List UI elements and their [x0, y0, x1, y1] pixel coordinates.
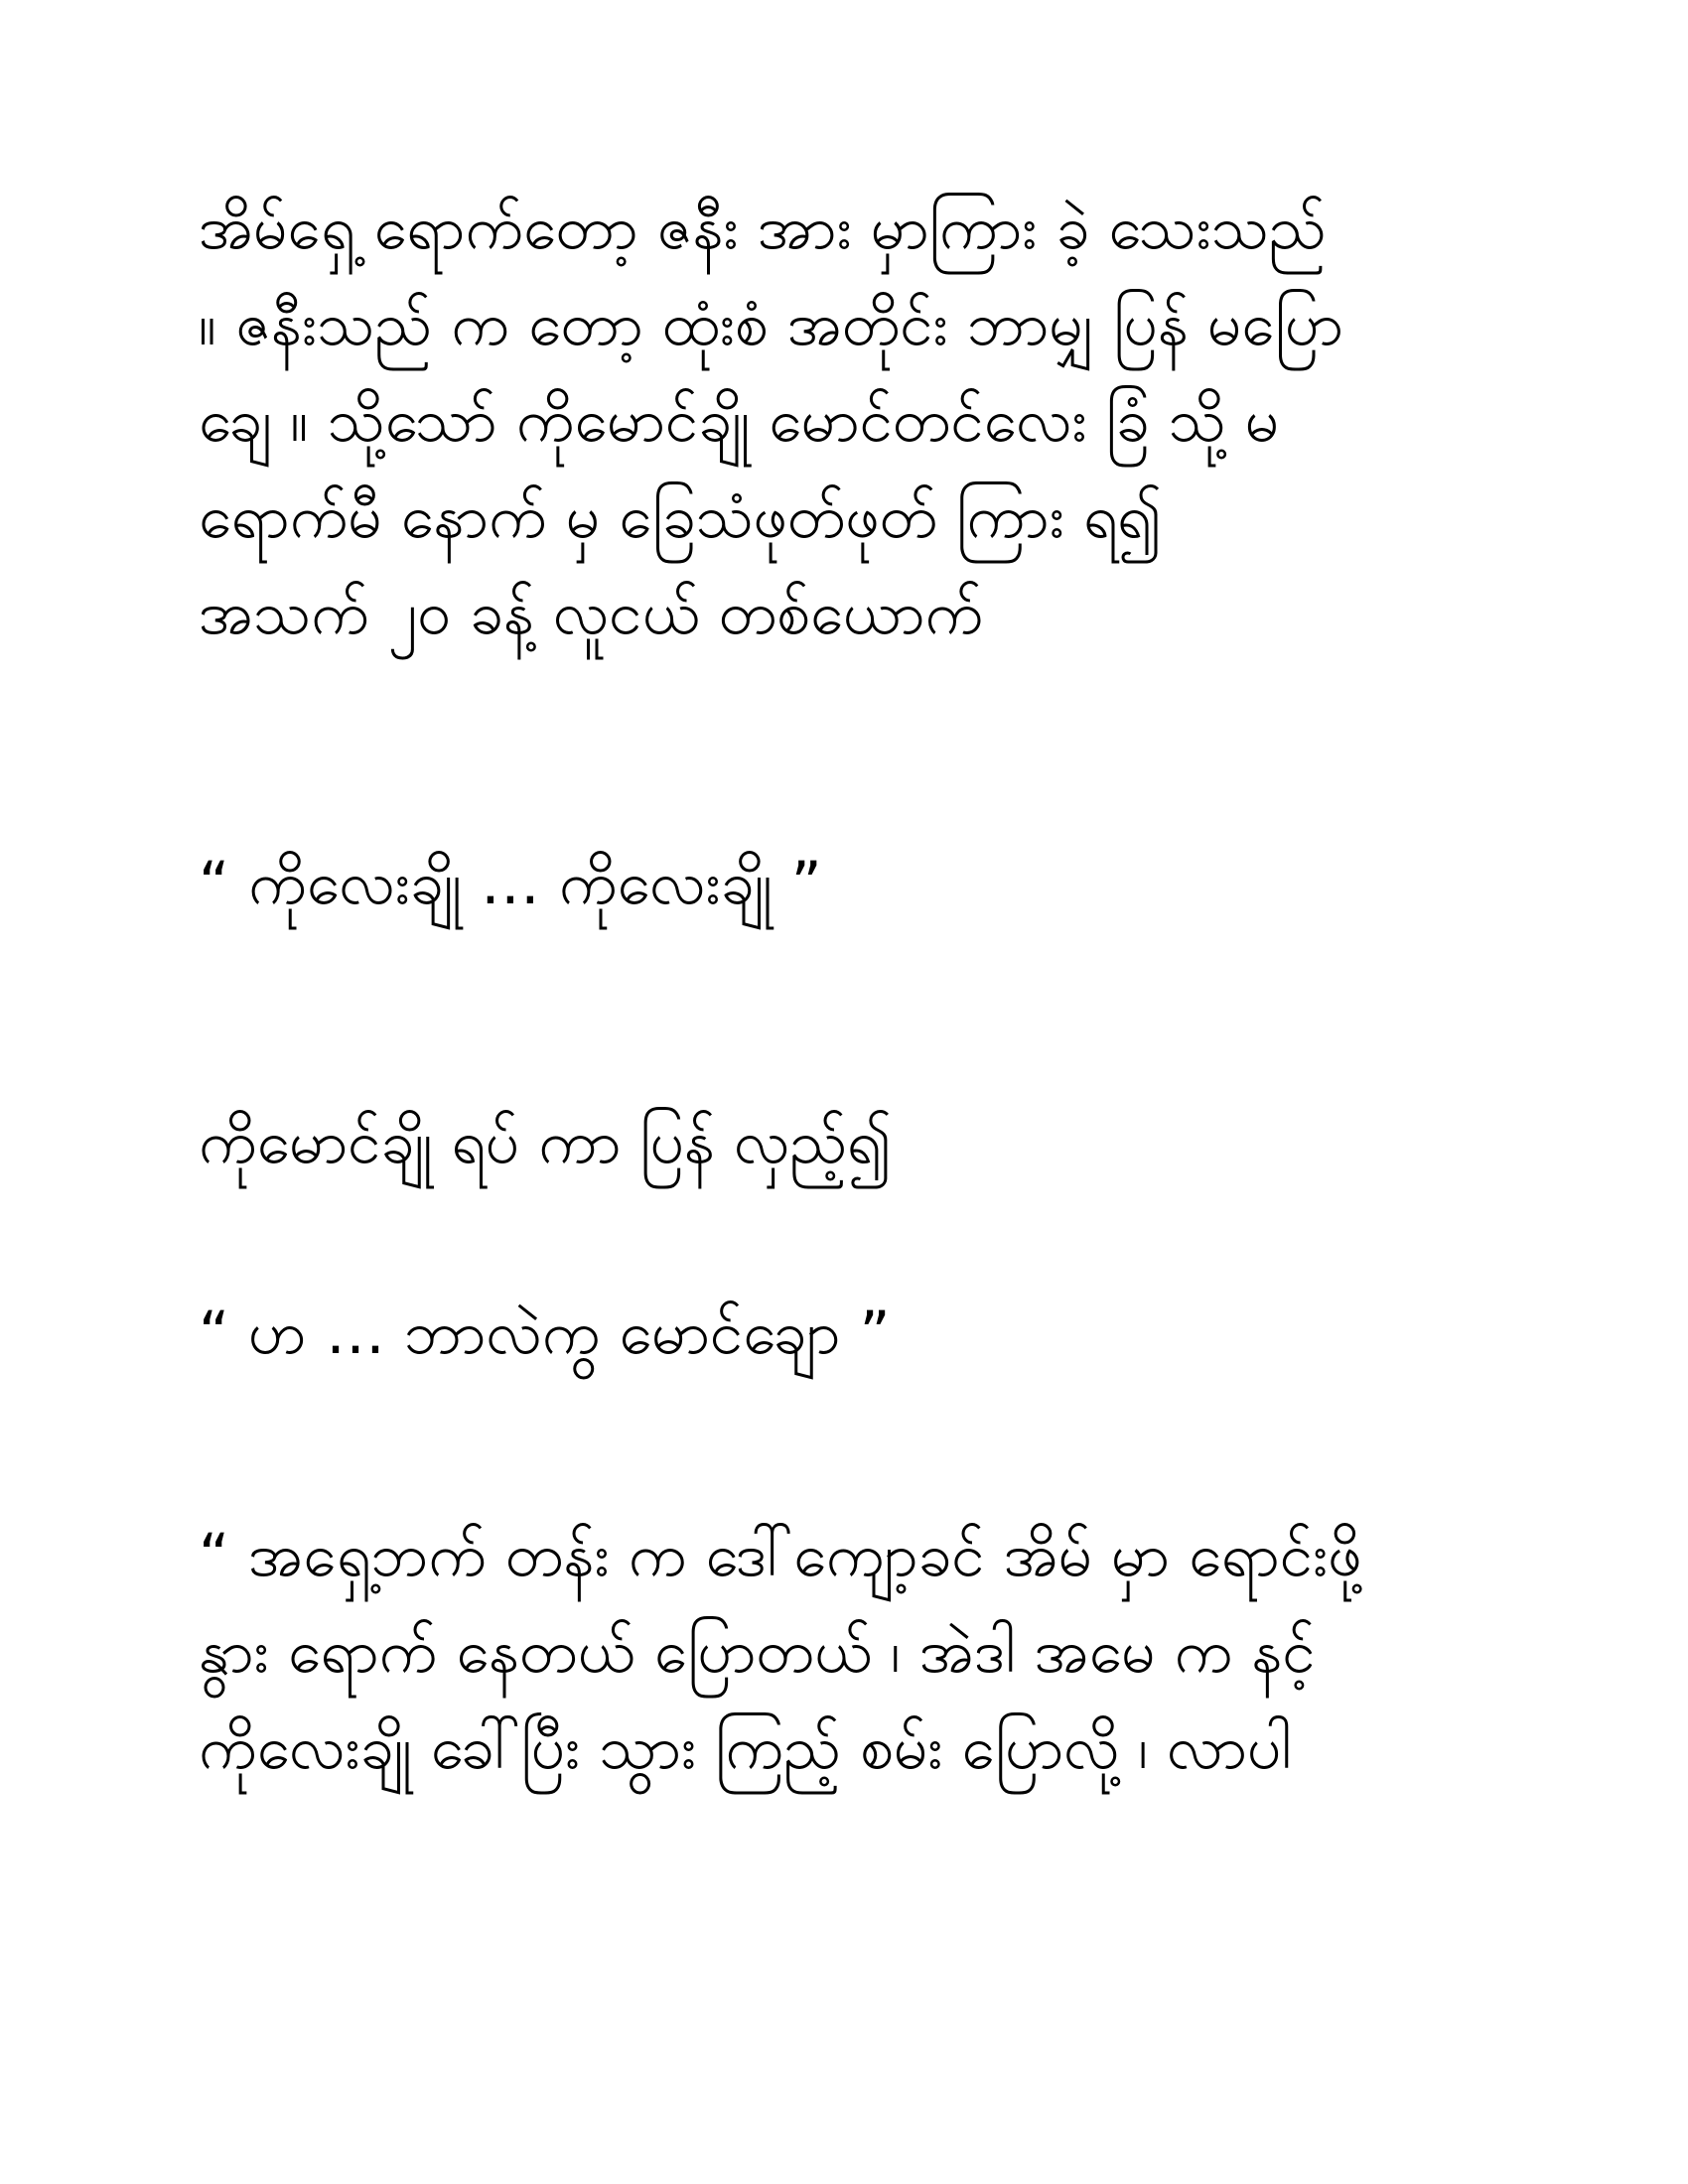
paragraph-narration-2	[199, 1095, 1489, 1191]
paragraph-dialogue-1	[199, 836, 1489, 932]
text-line: ကိုမောင်ချို ရပ် ကာ ပြန် လှည့်၍	[199, 1108, 893, 1177]
paragraph-dialogue-3	[199, 1508, 1489, 1797]
paragraph-dialogue-2	[199, 1286, 1489, 1382]
text-line: အိမ်ရှေ့ ရောက်တော့ ဇနီး အား မှာကြား ခဲ့ သေးသည်	[199, 194, 1327, 263]
text-line: ချေ ။ သို့သော် ကိုမောင်ချို မောင်တင်လေး ခြံ သို့ မ	[199, 386, 1280, 456]
text-line: ရောက်မီ နောက် မှ ခြေသံဖုတ်ဖုတ် ကြား ရ၍	[199, 482, 1163, 552]
text-line: “ ကိုလေးချို … ကိုလေးချို ”	[199, 849, 822, 918]
text-line: ။ ဇနီးသည် က တော့ ထုံးစံ အတိုင်း ဘာမျှ ပြန် မပြော	[199, 290, 1344, 359]
text-line: “ ဟ … ဘာလဲကွ မောင်ချော ”	[199, 1298, 891, 1368]
text-line: နွား ရောက် နေတယ် ပြောတယ် ၊ အဲဒါ အမေ က နင့်	[199, 1617, 1316, 1687]
text-line: “ အရှေ့ဘက် တန်း က ဒေါ်ကျော့ခင် အိမ် မှာ ရောင်းဖို့	[199, 1521, 1362, 1590]
text-line: ကိုလေးချို ခေါ်ပြီး သွား ကြည့် စမ်း ပြောလို့ ၊ လာပါ	[199, 1713, 1292, 1783]
paragraph-narration-1	[199, 181, 1489, 662]
text-line: အသက် ၂၀ ခန့် လူငယ် တစ်ယောက်	[199, 579, 984, 648]
